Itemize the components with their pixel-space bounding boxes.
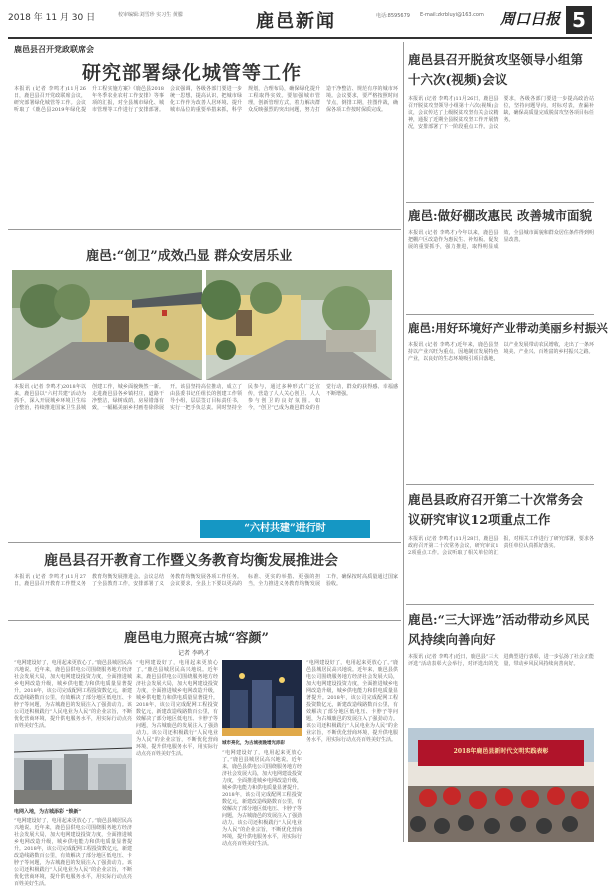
page-number: 5	[566, 6, 592, 34]
electric-body-intro: “电网建设好了，电用起来更放心了。”鹿邑县城居民高兴地说。近年来，鹿邑县供电公司围绕服务地方经济社会发展大局，加大电网建设投资力度，全面推进城乡电网改造升级，城乡供电能力和供电质量显著提升。2018年，该公司完成配网工程投资数亿元，新建改造线路数百公里，有效解决了部分地区低电压、卡脖子等问题，为古城鹿邑的发展注入了强劲动力。该公司还积极践行“人民电业为人民”的企业宗旨，不断优化营商环境，提升供电服务水平，用实际行动点亮百姓美好生活。	[14, 660, 132, 729]
contact-email: E-mail:zkrbluyi@163.com	[420, 12, 484, 18]
sidebar-body-5: 本报讯 (记者 李鸣才)近日，鹿邑县“三大评选”活动表彰大会举行，对评选出的先进典型进行表彰，进一步弘扬了社会正能量，带动乡风民风持续向善向好。	[408, 654, 594, 667]
electric-headline: 鹿邑电力照亮古城“容颜”	[124, 631, 269, 646]
sidebar-headline-5: 鹿邑:“三大评选”活动带动乡风民风持续向善向好	[408, 612, 590, 647]
sidebar-body-2: 本报讯 (记者 李鸣才)今年以来，鹿邑县把棚户区改造作为惠民生、补短板、促发展的重要抓手，强力推进，取得明显成效，全县城市面貌和群众居住条件得到明显改善。	[408, 230, 594, 250]
sidebar-headline-2: 鹿邑:做好棚改惠民 改善城市面貌	[408, 208, 592, 223]
section-title: 鹿邑新闻	[256, 11, 336, 32]
electric-caption-mid: 城市亮化，为古城夜晚增光添彩	[222, 741, 285, 746]
electric-caption-left: 电网入地，为古城添彩 “焕新”	[14, 809, 82, 815]
lead-kicker: 鹿邑县召开党政联席会	[14, 44, 94, 54]
electric-byline: 记者 李鸣才	[178, 650, 210, 657]
newspaper-logo: 周口日报	[500, 10, 561, 28]
sidebar-body-3: 本报讯 (记者 李鸣才)近年来，鹿邑县坚持以产业兴旺为重点，因地制宜发展特色产业，以良好的生态环境吸引项目落地，以产业发展带动农民增收，走出了一条环境美、产业兴、百姓富的乡村振兴之路。	[408, 342, 594, 362]
sidebar-rule-1	[406, 202, 594, 203]
electric-photo-mid	[222, 660, 302, 736]
sidebar-headline-3: 鹿邑:用好环境好产业带动美丽乡村振兴	[408, 321, 608, 335]
feature-photo-right	[206, 270, 392, 380]
feature-photo-left	[12, 270, 202, 380]
sidebar-headline-1: 鹿邑县召开脱贫攻坚领导小组第十六次(视频)会议	[408, 52, 584, 87]
contact-phone: 电话:8595679	[376, 13, 410, 19]
editor-credits: 校审编辑:刘雪珍 实习生 黄朦	[118, 12, 183, 18]
masthead	[0, 0, 600, 40]
awards-banner-text: 2018年鹿邑县新时代文明实践表彰	[453, 748, 549, 755]
sidebar-rule-3	[406, 484, 594, 485]
electric-body-tail: “电网建设好了，电用起来更放心了。”鹿邑县城居民高兴地说。近年来，鹿邑县供电公司围绕服务地方经济社会发展大局，加大电网建设投资力度，全面推进城乡电网改造升级，城乡供电能力和供电质量显著提升。2018年，该公司完成配网工程投资数亿元，新建改造线路数百公里，有效解决了部分地区低电压、卡脖子等问题，为古城鹿邑的发展注入了强劲动力。该公司还积极践行“人民电业为人民”的企业宗旨，不断优化营商环境，提升供电服务水平，用实际行动点亮百姓美好生活。	[14, 818, 132, 887]
awards-photo	[408, 728, 594, 842]
campaign-badge: “六村共建”进行时	[200, 520, 370, 538]
sidebar-rule-4	[406, 604, 594, 605]
electric-body-col3b: “电网建设好了，电用起来更放心了。”鹿邑县城居民高兴地说。近年来，鹿邑县供电公司围绕服务地方经济社会发展大局，加大电网建设投资力度，全面推进城乡电网改造升级，城乡供电能力和供电质量显著提升。2018年，该公司完成配网工程投资数亿元，新建改造线路数百公里，有效解决了部分地区低电压、卡脖子等问题，为古城鹿邑的发展注入了强劲动力。该公司还积极践行“人民电业为人民”的企业宗旨，不断优化营商环境，提升供电服务水平，用实际行动点亮百姓美好生活。	[222, 750, 303, 847]
masthead-rule	[8, 37, 592, 39]
issue-date: 2018 年 11 月 30 日	[8, 13, 96, 23]
education-body: 本报讯 (记者 李鸣才)11月27日，鹿邑县召开教育工作暨义务教育均衡发展推进会。会议总结了全县教育工作，安排部署了义务教育均衡发展各项工作任务。会议要求，全县上下要以更高的标准、更实的举措、更强的担当，全力推进义务教育均衡发展工作，确保按时高质量通过国家验收。	[14, 574, 398, 587]
electric-photo-left	[14, 734, 132, 804]
feature-headline: 鹿邑:“创卫”成效凸显 群众安居乐业	[86, 249, 293, 264]
lead-body: 本报讯 (记者 李鸣才)11月26日，鹿邑县召开党政联席会议，研究部署绿化城管等工作。会议听取了《鹿邑县2019年绿化提升工程实施方案》《鹿邑县2018年冬季农业农村工作安排》等事项的汇报，对全县城市绿化、城市管理等工作进行了安排部署。会议强调，各级各部门要进一步统一思想，提高认识，把城市绿化工作作为改善人居环境、提升城市品位的重要举措来抓，科学规划，合理布局，确保绿化提升工程取得实效。要加强城市管理，创新管理方式，着力解决群众反映强烈的突出问题，努力打造干净整洁、规范有序的城市环境。会议要求，要严格按照时间节点，倒排工期，挂图作战，确保各项工作按时保质完成。	[14, 86, 398, 113]
electric-rule	[8, 620, 401, 621]
electric-body-col4: “电网建设好了，电用起来更放心了。”鹿邑县城居民高兴地说。近年来，鹿邑县供电公司围绕服务地方经济社会发展大局，加大电网建设投资力度，全面推进城乡电网改造升级，城乡供电能力和供电质量显著提升。2018年，该公司完成配网工程投资数亿元，新建改造线路数百公里，有效解决了部分地区低电压、卡脖子等问题，为古城鹿邑的发展注入了强劲动力。该公司还积极践行“人民电业为人民”的企业宗旨，不断优化营商环境，提升供电服务水平，用实际行动点亮百姓美好生活。	[306, 660, 398, 743]
column-divider	[403, 42, 404, 842]
feature-top-rule	[8, 229, 401, 230]
education-headline: 鹿邑县召开教育工作暨义务教育均衡发展推进会	[44, 553, 338, 569]
lead-headline: 研究部署绿化城管等工作	[82, 62, 303, 84]
sidebar-body-4: 本报讯 (记者 李鸣才)11月28日，鹿邑县政府召开第二十次常务会议，研究审议12项重点工作。会议听取了相关单位的汇报，对相关工作进行了研究部署，要求各责任单位认真抓好落实。	[408, 536, 594, 556]
sidebar-rule-2	[406, 314, 594, 315]
sidebar-body-1: 本报讯 (记者 李鸣才)11月26日，鹿邑县召开脱贫攻坚领导小组第十六次(视频)会议，会议传达了上级脱贫攻坚有关会议精神，通报了近期全县脱贫攻坚工作开展情况，安排部署了下一阶段重点工作。会议要求，各级各部门要进一步提高政治站位，坚持问题导向，对标对表，查漏补缺，确保高质量完成脱贫攻坚各项目标任务。	[408, 96, 594, 130]
electric-body-col2: “电网建设好了，电用起来更放心了。”鹿邑县城居民高兴地说。近年来，鹿邑县供电公司围绕服务地方经济社会发展大局，加大电网建设投资力度，全面推进城乡电网改造升级，城乡供电能力和供电质量显著提升。2018年，该公司完成配网工程投资数亿元，新建改造线路数百公里，有效解决了部分地区低电压、卡脖子等问题，为古城鹿邑的发展注入了强劲动力。该公司还积极践行“人民电业为人民”的企业宗旨，不断优化营商环境，提升供电服务水平，用实际行动点亮百姓美好生活。	[136, 660, 218, 757]
sidebar-headline-4: 鹿邑县政府召开第二十次常务会议研究审议12项重点工作	[408, 492, 584, 527]
feature-body: 本报讯 (记者 李鸣才)2018年以来，鹿邑县以“六村共建”活动为抓手，深入开展城乡环境卫生综合整治，持续推进国家卫生县城创建工作，城乡面貌焕然一新。走进鹿邑县各乡镇村庄，道路干净整洁，绿树成荫，房屋错落有致，一幅幅美丽乡村画卷徐徐展开。该县坚持高位推动，成立了由县委书记任组长的创建工作领导小组，层层签订目标责任书，实行一把手负总责。同时坚持全民参与，通过多种形式广泛宣传，营造了人人关心创卫、人人参与创卫的良好氛围。如今，“创卫”已成为鹿邑群众的自觉行动，群众的获得感、幸福感不断增强。	[14, 384, 398, 411]
education-rule	[8, 542, 401, 543]
